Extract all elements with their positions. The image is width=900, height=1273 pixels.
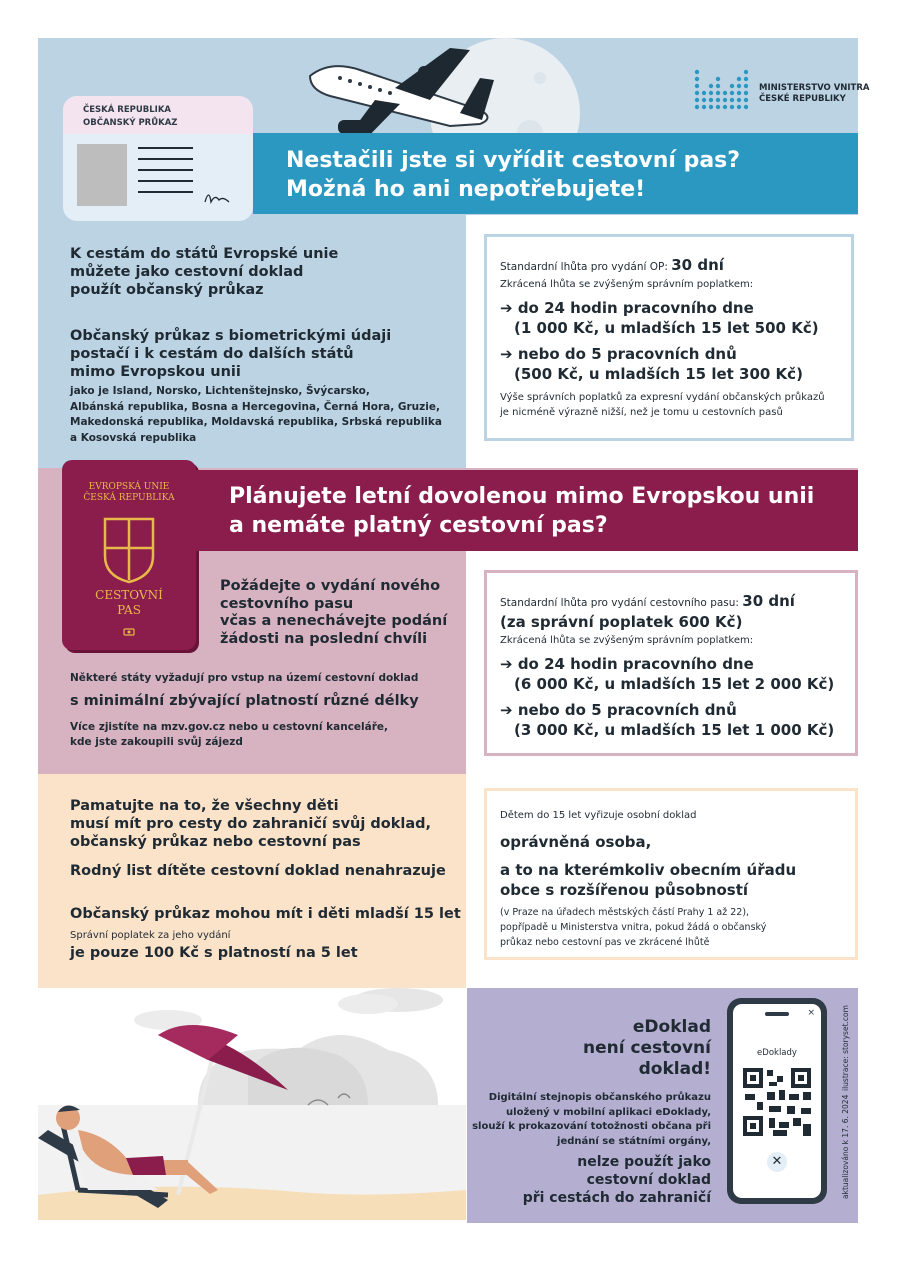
more-info-line: Více zjistíte na mzv.gov.cz nebo u cestovní kanceláře, (70, 721, 389, 733)
op-option1-price: (1 000 Kč, u mladších 15 let 500 Kč) (514, 319, 819, 337)
birth-certificate-text: Rodný list dítěte cestovní doklad nenahrazuje (70, 863, 446, 879)
biometric-text-line: mimo Evropskou unii (70, 364, 241, 380)
passport-title-word1: CESTOVNÍ (95, 588, 163, 602)
eu-text (70, 245, 338, 299)
edoklad-description (467, 1091, 711, 1149)
arrow-right-icon: ➔ (500, 299, 513, 317)
id-card-photo (77, 144, 127, 206)
children-box-note-line: popřípadě u Ministerstva vnitra, pokud žádá o občanský (500, 922, 767, 933)
edoklad-conclusion (467, 1153, 711, 1207)
children-text-line: Pamatujte na to, že všechny děti (70, 798, 339, 814)
apply-text-line: žádosti na poslední chvíli (220, 630, 428, 647)
passport-shortened-label: Zkrácená lhůta se zvýšeným správním poplatkem: (500, 635, 754, 646)
apply-text-line: včas a nenechávejte podání (220, 613, 448, 629)
section2-title-line1: Plánujete letní dovolenou mimo Evropskou unii (229, 484, 815, 509)
apply-text-line: Požádejte o vydání nového (220, 578, 441, 594)
apply-text-line: cestovního pasu (220, 595, 354, 612)
countries-line: Makedonská republika, Moldavská republika, Srbská republika (70, 416, 442, 428)
section2-title-line2: a nemáte platný cestovní pas? (229, 513, 608, 538)
children-box-person: oprávněná osoba, (500, 833, 652, 851)
kids-id-text: Občanský průkaz mohou mít i děti mladší 15 let (70, 906, 461, 922)
more-info-line: kde jste zakoupili svůj zájezd (70, 736, 243, 748)
phone-app-name: eDoklady (757, 1048, 797, 1058)
op-option2-title: nebo do 5 pracovních dnů (517, 345, 737, 363)
edoklad-conclusion-line: nelze použít jako (577, 1154, 711, 1170)
signature-icon (205, 195, 229, 202)
phone-illustration (727, 998, 827, 1204)
edoklad-description-line: uložený v mobilní aplikaci eDoklady, (506, 1106, 711, 1118)
ministry-logo-icon (694, 68, 752, 112)
passport-deadline-box (484, 570, 858, 756)
children-text-line: musí mít pro cesty do zahraničí svůj doklad, (70, 816, 431, 832)
edoklad-conclusion-line: při cestách do zahraničí (522, 1190, 711, 1206)
edoklad-description-line: jednání se státními orgány, (557, 1135, 711, 1147)
id-card-country: ČESKÁ REPUBLIKA (83, 105, 171, 115)
phone-screen (733, 1004, 821, 1198)
passport-header-line2: ČESKÁ REPUBLIKA (83, 493, 175, 503)
op-deadline-box (484, 234, 854, 441)
arrow-right-icon: ➔ (500, 701, 513, 719)
op-note-line: je nicméně výrazně nižší, než je tomu u cestovních pasů (500, 407, 783, 418)
close-icon: × (807, 1008, 815, 1018)
apply-text (220, 578, 447, 648)
arrow-right-icon: ➔ (500, 655, 513, 673)
biometric-text (70, 327, 391, 381)
countries-line: a Kosovská republika (70, 431, 197, 444)
countries-line: jako je Island, Norsko, Lichtenštejnsko, Švýcarsko, (70, 385, 370, 397)
states-requirement-big: s minimální zbývající platností různé délky (70, 693, 419, 709)
children-text (70, 797, 431, 851)
children-text-line: občanský průkaz nebo cestovní pas (70, 834, 361, 850)
fee-big-text: je pouze 100 Kč s platností na 5 let (70, 945, 358, 961)
passport-title-word2: PAS (117, 603, 141, 617)
passport-option2-price: (3 000 Kč, u mladších 15 let 1 000 Kč) (514, 721, 835, 739)
biometric-text-line: postačí i k cestám do dalších států (70, 346, 354, 362)
illustration-credit-note: ilustrace: storyset.com (841, 1005, 850, 1091)
passport-standard-fee: (za správní poplatek 600 Kč) (500, 613, 743, 631)
section1-title-line2: Možná ho ani nepotřebujete! (286, 177, 646, 202)
children-box-office-line2: obce s rozšířenou působností (500, 881, 749, 899)
op-option2-price: (500 Kč, u mladších 15 let 300 Kč) (514, 365, 803, 383)
passport-option2-title: nebo do 5 pracovních dnů (517, 701, 737, 719)
updated-date-note: aktualizováno k 17. 6. 2024 (841, 1094, 850, 1199)
beach-illustration (38, 980, 466, 1220)
id-card-type: OBČANSKÝ PRŮKAZ (83, 118, 178, 128)
close-icon: ✕ (767, 1152, 787, 1172)
children-box-note-line: průkaz nebo cestovní pas ve zkrácené lhůtě (500, 937, 710, 948)
section2-title-band (196, 470, 858, 551)
countries-line: Albánská republika, Bosna a Hercegovina, Černá Hora, Gruzie, (70, 400, 440, 413)
edoklad-conclusion-line: cestovní doklad (586, 1172, 711, 1188)
op-note-line: Výše správních poplatků za expresní vydání občanských průkazů (500, 392, 825, 403)
states-requirement-small: Některé státy vyžadují pro vstup na území cestovní doklad (70, 672, 419, 684)
passport-option1-title: do 24 hodin pracovního dne (517, 655, 754, 673)
op-standard-label: Standardní lhůta pro vydání OP: (500, 261, 668, 273)
passport-illustration (62, 460, 196, 650)
eu-text-line: použít občanský průkaz (70, 282, 264, 298)
passport-title (62, 588, 196, 618)
passport-header (62, 482, 196, 504)
id-card-illustration (63, 96, 253, 221)
op-shortened-label: Zkrácená lhůta se zvýšeným správním poplatkem: (500, 279, 754, 290)
passport-option1-price: (6 000 Kč, u mladších 15 let 2 000 Kč) (514, 675, 835, 693)
qr-code-icon (743, 1068, 811, 1136)
passport-header-line1: EVROPSKÁ UNIE (88, 482, 170, 492)
ministry-name-line2: ČESKÉ REPUBLIKY (759, 94, 846, 104)
edoklad-description-line: slouží k prokazování totožnosti občana při (472, 1121, 711, 1132)
eu-text-line: K cestám do států Evropské unie (70, 246, 339, 262)
passport-standard-label: Standardní lhůta pro vydání cestovního pasu: (500, 597, 739, 609)
op-option1-title: do 24 hodin pracovního dne (517, 299, 754, 317)
biometric-text-line: Občanský průkaz s biometrickými údaji (70, 328, 392, 344)
children-box-note-line: (v Praze na úřadech městských částí Prahy 1 až 22), (500, 907, 750, 918)
coat-of-arms-icon (102, 516, 156, 584)
section1-title-line1: Nestačili jste si vyřídit cestovní pas? (286, 148, 741, 173)
children-box-intro: Dětem do 15 let vyřizuje osobní doklad (500, 810, 697, 821)
arrow-right-icon: ➔ (500, 345, 513, 363)
edoklad-title-line: doklad! (638, 1059, 711, 1079)
id-card-lines (133, 144, 243, 214)
op-standard-value: 30 dní (671, 256, 724, 274)
countries-list (70, 384, 442, 446)
children-box-office-line1: a to na kterémkoliv obecním úřadu (500, 861, 797, 879)
children-document-box (484, 788, 858, 960)
eu-text-line: můžete jako cestovní doklad (70, 264, 304, 280)
ministry-name-line1: MINISTERSTVO VNITRA (759, 83, 870, 93)
more-info-text (70, 720, 388, 750)
passport-standard-value: 30 dní (742, 592, 795, 610)
id-card-header (63, 96, 253, 134)
edoklad-title-line: eDoklad (632, 1017, 711, 1037)
phone-speaker (765, 1012, 789, 1016)
edoklad-description-line: Digitální stejnopis občanského průkazu (488, 1092, 711, 1103)
fee-small-text: Správní poplatek za jeho vydání (70, 930, 231, 941)
edoklad-title (467, 1017, 711, 1080)
section1-title-band (253, 133, 858, 214)
ministry-name (759, 83, 869, 105)
edoklad-title-line: není cestovní (582, 1038, 711, 1058)
chip-icon (123, 628, 135, 636)
